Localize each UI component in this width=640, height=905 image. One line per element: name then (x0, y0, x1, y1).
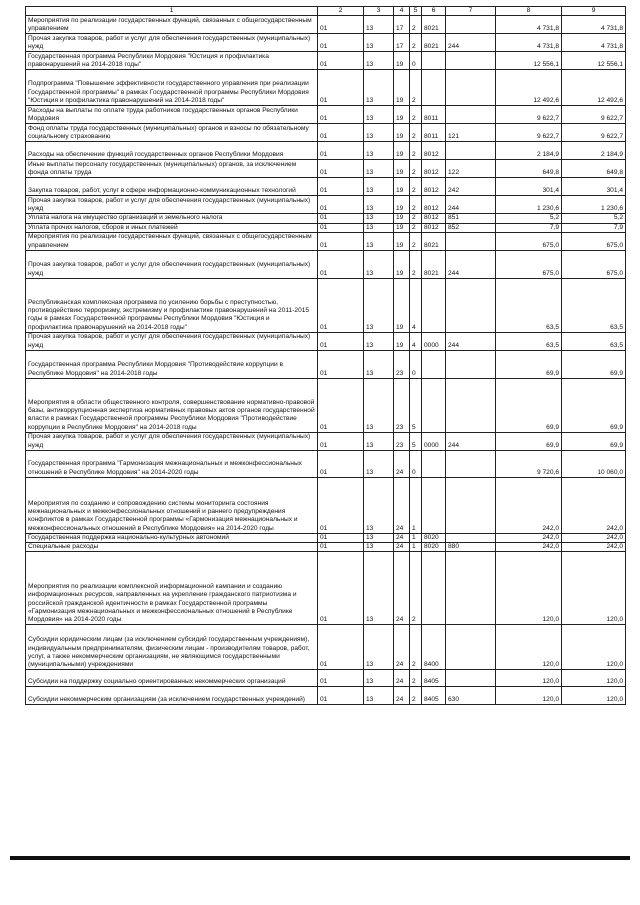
row-value-cell: 13 (364, 687, 394, 705)
row-value-cell: 8012 (422, 160, 446, 178)
row-value-cell (422, 350, 446, 378)
table-row (26, 70, 626, 106)
row-value-cell: 2 (410, 142, 422, 160)
header-cell: 8 (496, 7, 562, 16)
row-value-cell: 01 (318, 552, 364, 625)
row-value-cell: 01 (318, 332, 364, 350)
row-value-cell: 675,0 (562, 250, 626, 278)
table-row (26, 16, 626, 34)
table-row (26, 52, 626, 70)
row-name-cell: Прочая закупка товаров, работ и услуг для обеспечения государственных (муниципальных) нужд (26, 196, 318, 214)
row-value-cell: 13 (364, 543, 394, 552)
table-row (26, 223, 626, 232)
row-value-cell: 13 (364, 160, 394, 178)
row-value-cell: 24 (394, 477, 410, 533)
row-value-cell: 01 (318, 477, 364, 533)
row-value-cell: 2 (410, 670, 422, 687)
row-name-cell: Фонд оплаты труда государственных (муниципальных) органов и взносы по обязательному социальному страхованию (26, 124, 318, 142)
row-value-cell: 13 (364, 124, 394, 142)
row-value-cell (446, 477, 496, 533)
table-row (26, 232, 626, 250)
table-row (26, 670, 626, 687)
budget-table (25, 6, 626, 705)
row-value-cell: 63,5 (496, 278, 562, 332)
row-value-cell: 13 (364, 625, 394, 670)
row-value-cell (422, 278, 446, 332)
row-value-cell: 01 (318, 687, 364, 705)
row-value-cell: 10 060,0 (562, 450, 626, 477)
table-row (26, 533, 626, 542)
row-value-cell: 12 556,1 (562, 52, 626, 70)
table-row (26, 543, 626, 552)
row-value-cell: 9 622,7 (496, 124, 562, 142)
row-value-cell: 4 (410, 278, 422, 332)
row-value-cell: 2 (410, 214, 422, 223)
table-row (26, 196, 626, 214)
row-value-cell: 01 (318, 124, 364, 142)
row-name-cell: Мероприятия по реализации государственных функций, связанных с общегосударственным управлением (26, 16, 318, 34)
row-value-cell: 13 (364, 178, 394, 196)
row-value-cell: 1 (410, 543, 422, 552)
row-name-cell: Государственная программа Республики Мордовия "Юстиция и профилактика правонарушений на 2014-2018 годы" (26, 52, 318, 70)
row-value-cell: 8021 (422, 34, 446, 52)
row-value-cell: 17 (394, 16, 410, 34)
row-value-cell: 4 731,8 (562, 34, 626, 52)
row-value-cell (422, 70, 446, 106)
row-value-cell (446, 552, 496, 625)
row-value-cell: 13 (364, 477, 394, 533)
row-name-cell: Прочая закупка товаров, работ и услуг для обеспечения государственных (муниципальных) нужд (26, 34, 318, 52)
row-value-cell (422, 552, 446, 625)
row-value-cell: 5 (410, 432, 422, 450)
row-value-cell: 17 (394, 34, 410, 52)
row-value-cell (422, 52, 446, 70)
table-row (26, 477, 626, 533)
row-value-cell: 242,0 (562, 543, 626, 552)
row-value-cell: 01 (318, 450, 364, 477)
row-name-cell: Уплата налога на имущество организаций и земельного налога (26, 214, 318, 223)
row-value-cell: 242 (446, 178, 496, 196)
row-value-cell: 01 (318, 533, 364, 542)
row-value-cell: 23 (394, 432, 410, 450)
row-value-cell: 69,9 (496, 350, 562, 378)
row-value-cell: 2 (410, 625, 422, 670)
row-value-cell: 01 (318, 16, 364, 34)
row-value-cell (446, 670, 496, 687)
row-value-cell: 675,0 (496, 232, 562, 250)
row-value-cell: 120,0 (562, 625, 626, 670)
table-row (26, 142, 626, 160)
row-value-cell: 19 (394, 124, 410, 142)
row-value-cell: 24 (394, 687, 410, 705)
row-value-cell: 13 (364, 250, 394, 278)
table-row (26, 378, 626, 432)
row-value-cell: 120,0 (496, 670, 562, 687)
table-row (26, 106, 626, 124)
row-value-cell: 2 (410, 552, 422, 625)
table-row (26, 625, 626, 670)
row-value-cell: 19 (394, 178, 410, 196)
row-value-cell: 13 (364, 432, 394, 450)
row-value-cell: 2 (410, 196, 422, 214)
row-value-cell: 244 (446, 332, 496, 350)
row-value-cell: 13 (364, 223, 394, 232)
row-value-cell: 69,9 (496, 378, 562, 432)
row-value-cell: 120,0 (562, 552, 626, 625)
row-value-cell: 23 (394, 378, 410, 432)
row-value-cell (446, 16, 496, 34)
row-value-cell: 01 (318, 160, 364, 178)
row-value-cell: 01 (318, 625, 364, 670)
row-value-cell: 01 (318, 178, 364, 196)
row-value-cell: 13 (364, 552, 394, 625)
row-value-cell: 63,5 (496, 332, 562, 350)
row-value-cell: 7,9 (562, 223, 626, 232)
row-value-cell: 4 731,8 (496, 16, 562, 34)
row-value-cell: 2 (410, 106, 422, 124)
row-value-cell: 675,0 (562, 232, 626, 250)
header-row (26, 7, 626, 16)
row-value-cell: 244 (446, 432, 496, 450)
row-value-cell: 24 (394, 552, 410, 625)
table-row (26, 124, 626, 142)
row-value-cell: 2 (410, 70, 422, 106)
row-value-cell: 9 622,7 (496, 106, 562, 124)
row-value-cell: 5 (410, 378, 422, 432)
row-value-cell: 19 (394, 214, 410, 223)
row-value-cell: 4 731,8 (562, 16, 626, 34)
row-value-cell: 5,2 (496, 214, 562, 223)
row-value-cell: 1 (410, 477, 422, 533)
row-value-cell: 13 (364, 332, 394, 350)
row-name-cell: Субсидии на поддержку социально ориентированных некоммерческих организаций (26, 670, 318, 687)
row-value-cell: 13 (364, 232, 394, 250)
row-name-cell: Иные выплаты персоналу государственных (муниципальных) органов, за исключением фонда оплаты труда (26, 160, 318, 178)
header-cell: 1 (26, 7, 318, 16)
row-name-cell: Прочая закупка товаров, работ и услуг для обеспечения государственных (муниципальных) нужд (26, 332, 318, 350)
header-cell: 9 (562, 7, 626, 16)
row-value-cell: 9 622,7 (562, 106, 626, 124)
row-value-cell: 301,4 (496, 178, 562, 196)
table-row (26, 214, 626, 223)
row-value-cell (446, 52, 496, 70)
row-value-cell: 630 (446, 687, 496, 705)
row-value-cell: 01 (318, 250, 364, 278)
row-value-cell: 7,9 (496, 223, 562, 232)
row-value-cell: 19 (394, 142, 410, 160)
row-value-cell: 2 (410, 250, 422, 278)
row-value-cell: 244 (446, 250, 496, 278)
row-value-cell: 19 (394, 250, 410, 278)
row-value-cell (446, 70, 496, 106)
row-value-cell: 120,0 (496, 625, 562, 670)
row-value-cell: 23 (394, 350, 410, 378)
bottom-rule (10, 856, 630, 860)
table-row (26, 552, 626, 625)
row-value-cell: 13 (364, 278, 394, 332)
row-value-cell: 242,0 (496, 477, 562, 533)
row-value-cell: 2 184,9 (496, 142, 562, 160)
row-name-cell: Уплата прочих налогов, сборов и иных платежей (26, 223, 318, 232)
row-value-cell: 8011 (422, 124, 446, 142)
row-value-cell: 13 (364, 52, 394, 70)
row-value-cell: 19 (394, 278, 410, 332)
row-value-cell: 242,0 (496, 533, 562, 542)
row-value-cell: 242,0 (562, 533, 626, 542)
row-value-cell: 24 (394, 625, 410, 670)
table-row (26, 178, 626, 196)
row-value-cell: 01 (318, 142, 364, 160)
row-value-cell: 13 (364, 378, 394, 432)
table-row (26, 350, 626, 378)
row-value-cell: 0 (410, 350, 422, 378)
row-value-cell: 649,8 (562, 160, 626, 178)
row-value-cell: 8012 (422, 142, 446, 160)
row-value-cell (422, 378, 446, 432)
row-value-cell: 851 (446, 214, 496, 223)
row-value-cell: 19 (394, 106, 410, 124)
row-value-cell (446, 450, 496, 477)
row-name-cell: Подпрограмма "Повышение эффективности государственного управления при реализации Государственной программы" в рамках Государственной программы Республики Мордовия "Юстиция и профилактика правонарушений на 2014-2018 годы" (26, 70, 318, 106)
row-value-cell: 13 (364, 533, 394, 542)
row-value-cell: 8011 (422, 106, 446, 124)
row-value-cell: 8012 (422, 223, 446, 232)
table-row (26, 250, 626, 278)
row-value-cell: 13 (364, 106, 394, 124)
row-value-cell: 19 (394, 232, 410, 250)
table-row (26, 160, 626, 178)
budget-table-page (25, 6, 625, 705)
row-value-cell: 63,5 (562, 332, 626, 350)
header-cell: 5 (410, 7, 422, 16)
row-value-cell (422, 477, 446, 533)
row-value-cell (446, 142, 496, 160)
row-value-cell: 244 (446, 196, 496, 214)
row-name-cell: Прочая закупка товаров, работ и услуг для обеспечения государственных (муниципальных) нужд (26, 432, 318, 450)
row-name-cell: Расходы на обеспечение функций государственных органов Республики Мордовия (26, 142, 318, 160)
row-name-cell: Субсидии юридическим лицам (за исключением субсидий государственным учреждениям), индивидуальным предпринимателям, физическим лицам - производителям товаров, работ, услуг, а также некоммерческим организациям, не являющимся государственными (муниципальными) учреждениями (26, 625, 318, 670)
header-cell: 3 (364, 7, 394, 16)
row-value-cell: 120,0 (496, 687, 562, 705)
row-value-cell (446, 350, 496, 378)
row-value-cell: 1 230,6 (562, 196, 626, 214)
row-name-cell: Расходы на выплаты по оплате труда работников государственных органов Республики Мордовия (26, 106, 318, 124)
row-value-cell: 120,0 (496, 552, 562, 625)
row-value-cell: 8020 (422, 533, 446, 542)
row-value-cell: 122 (446, 160, 496, 178)
row-value-cell: 0 (410, 450, 422, 477)
row-value-cell: 0000 (422, 332, 446, 350)
row-value-cell: 852 (446, 223, 496, 232)
row-value-cell: 19 (394, 52, 410, 70)
row-value-cell: 01 (318, 543, 364, 552)
row-value-cell: 8020 (422, 543, 446, 552)
row-value-cell: 01 (318, 278, 364, 332)
row-name-cell: Государственная поддержка национально-культурных автономий (26, 533, 318, 542)
row-value-cell: 649,8 (496, 160, 562, 178)
row-value-cell: 2 (410, 178, 422, 196)
row-value-cell: 8012 (422, 178, 446, 196)
row-value-cell (446, 533, 496, 542)
row-value-cell: 69,9 (562, 350, 626, 378)
row-value-cell: 120,0 (562, 687, 626, 705)
row-value-cell: 8405 (422, 687, 446, 705)
row-value-cell: 2 (410, 160, 422, 178)
table-row (26, 450, 626, 477)
row-value-cell: 242,0 (562, 477, 626, 533)
table-row (26, 34, 626, 52)
row-name-cell: Мероприятия по созданию и сопровождению системы мониторинга состояния межнациональных и межконфессиональных отношений и раннего предупреждения конфликтов в рамках Государственной программы «Гармонизация межнациональных и межконфессиональных отношений в Республике Мордовия» на 2014-2020 годы (26, 477, 318, 533)
row-value-cell: 2 (410, 124, 422, 142)
row-name-cell: Мероприятия в области общественного контроля, совершенствование нормативно-правовой базы, антикоррупционная экспертиза нормативных правовых актов органов государственной власти в рамках Государственной программы Республики Мордовия "Противодействие коррупции в Республике Мордовия" на 2014-2018 годы (26, 378, 318, 432)
row-value-cell: 01 (318, 214, 364, 223)
row-value-cell: 13 (364, 350, 394, 378)
row-value-cell: 4 (410, 332, 422, 350)
row-value-cell: 24 (394, 533, 410, 542)
row-name-cell: Прочая закупка товаров, работ и услуг для обеспечения государственных (муниципальных) нужд (26, 250, 318, 278)
row-value-cell (446, 278, 496, 332)
row-value-cell: 12 492,6 (562, 70, 626, 106)
row-value-cell: 8021 (422, 250, 446, 278)
row-value-cell (446, 625, 496, 670)
row-value-cell: 8400 (422, 625, 446, 670)
row-value-cell: 19 (394, 196, 410, 214)
table-body (26, 7, 626, 705)
header-cell: 7 (446, 7, 496, 16)
row-value-cell: 13 (364, 16, 394, 34)
row-value-cell: 9 622,7 (562, 124, 626, 142)
row-value-cell: 2 (410, 34, 422, 52)
row-value-cell: 01 (318, 34, 364, 52)
row-name-cell: Мероприятия по реализации комплексной информационной кампании и созданию информационных ресурсов, направленных на укрепление гражданского патриотизма и российской гражданской идентичности в рамках Государственной программы «Гармонизация межнациональных и межконфессиональных отношений в Республике Мордовия» на 2014-2020 годы (26, 552, 318, 625)
row-value-cell: 13 (364, 214, 394, 223)
row-value-cell: 8405 (422, 670, 446, 687)
row-value-cell: 01 (318, 350, 364, 378)
row-value-cell: 01 (318, 70, 364, 106)
row-value-cell: 8012 (422, 214, 446, 223)
row-value-cell: 01 (318, 232, 364, 250)
row-value-cell: 9 720,6 (496, 450, 562, 477)
row-value-cell: 63,5 (562, 278, 626, 332)
row-value-cell: 2 (410, 687, 422, 705)
row-value-cell: 675,0 (496, 250, 562, 278)
row-value-cell: 120,0 (562, 670, 626, 687)
row-value-cell: 4 731,8 (496, 34, 562, 52)
row-value-cell (422, 450, 446, 477)
row-value-cell: 01 (318, 223, 364, 232)
row-value-cell: 13 (364, 196, 394, 214)
row-value-cell: 69,9 (562, 432, 626, 450)
row-value-cell: 13 (364, 70, 394, 106)
row-name-cell: Субсидии некоммерческим организациям (за исключением государственных учреждений) (26, 687, 318, 705)
row-value-cell: 69,9 (496, 432, 562, 450)
row-value-cell: 1 (410, 533, 422, 542)
table-row (26, 687, 626, 705)
row-value-cell (446, 232, 496, 250)
row-value-cell: 69,9 (562, 378, 626, 432)
row-value-cell: 880 (446, 543, 496, 552)
row-value-cell: 121 (446, 124, 496, 142)
row-name-cell: Мероприятия по реализации государственных функций, связанных с общегосударственным управлением (26, 232, 318, 250)
row-value-cell: 8021 (422, 232, 446, 250)
row-value-cell: 0 (410, 52, 422, 70)
row-value-cell: 242,0 (496, 543, 562, 552)
row-value-cell: 01 (318, 378, 364, 432)
table-row (26, 278, 626, 332)
table-row (26, 432, 626, 450)
row-name-cell: Закупка товаров, работ, услуг в сфере информационно-коммуникационных технологий (26, 178, 318, 196)
row-name-cell: Государственная программа Республики Мордовия "Противодействие коррупции в Республике Мордовия" на 2014-2018 годы (26, 350, 318, 378)
row-value-cell: 01 (318, 106, 364, 124)
row-name-cell: Специальные расходы (26, 543, 318, 552)
row-value-cell: 1 230,6 (496, 196, 562, 214)
header-cell: 4 (394, 7, 410, 16)
row-value-cell: 0000 (422, 432, 446, 450)
row-value-cell: 244 (446, 34, 496, 52)
row-name-cell: Государственная программа "Гармонизация межнациональных и межконфессиональных отношений в Республике Мордовия" на 2014-2020 годы (26, 450, 318, 477)
row-value-cell: 19 (394, 160, 410, 178)
row-value-cell: 8021 (422, 16, 446, 34)
row-value-cell: 13 (364, 450, 394, 477)
table-row (26, 332, 626, 350)
row-value-cell: 12 492,6 (496, 70, 562, 106)
row-value-cell: 01 (318, 432, 364, 450)
row-value-cell: 301,4 (562, 178, 626, 196)
row-value-cell: 01 (318, 196, 364, 214)
row-value-cell: 24 (394, 670, 410, 687)
header-cell: 2 (318, 7, 364, 16)
row-value-cell: 13 (364, 670, 394, 687)
row-value-cell: 24 (394, 450, 410, 477)
row-value-cell: 13 (364, 142, 394, 160)
row-value-cell: 5,2 (562, 214, 626, 223)
row-value-cell: 19 (394, 70, 410, 106)
header-cell: 6 (422, 7, 446, 16)
row-value-cell (446, 106, 496, 124)
row-value-cell: 01 (318, 52, 364, 70)
row-value-cell: 12 556,1 (496, 52, 562, 70)
row-value-cell: 2 184,9 (562, 142, 626, 160)
row-value-cell: 01 (318, 670, 364, 687)
row-value-cell: 24 (394, 543, 410, 552)
row-value-cell: 2 (410, 16, 422, 34)
row-name-cell: Республиканская комплексная программа по усилению борьбы с преступностью, противодействию терроризму, экстремизму и профилактике правонарушений на 2011-2015 годы в рамках Государственной программы Республики Мордовия "Юстиция и профилактика правонарушений на 2014-2018 годы" (26, 278, 318, 332)
row-value-cell: 8012 (422, 196, 446, 214)
row-value-cell: 2 (410, 232, 422, 250)
row-value-cell: 2 (410, 223, 422, 232)
row-value-cell (446, 378, 496, 432)
row-value-cell: 19 (394, 332, 410, 350)
row-value-cell: 19 (394, 223, 410, 232)
row-value-cell: 13 (364, 34, 394, 52)
